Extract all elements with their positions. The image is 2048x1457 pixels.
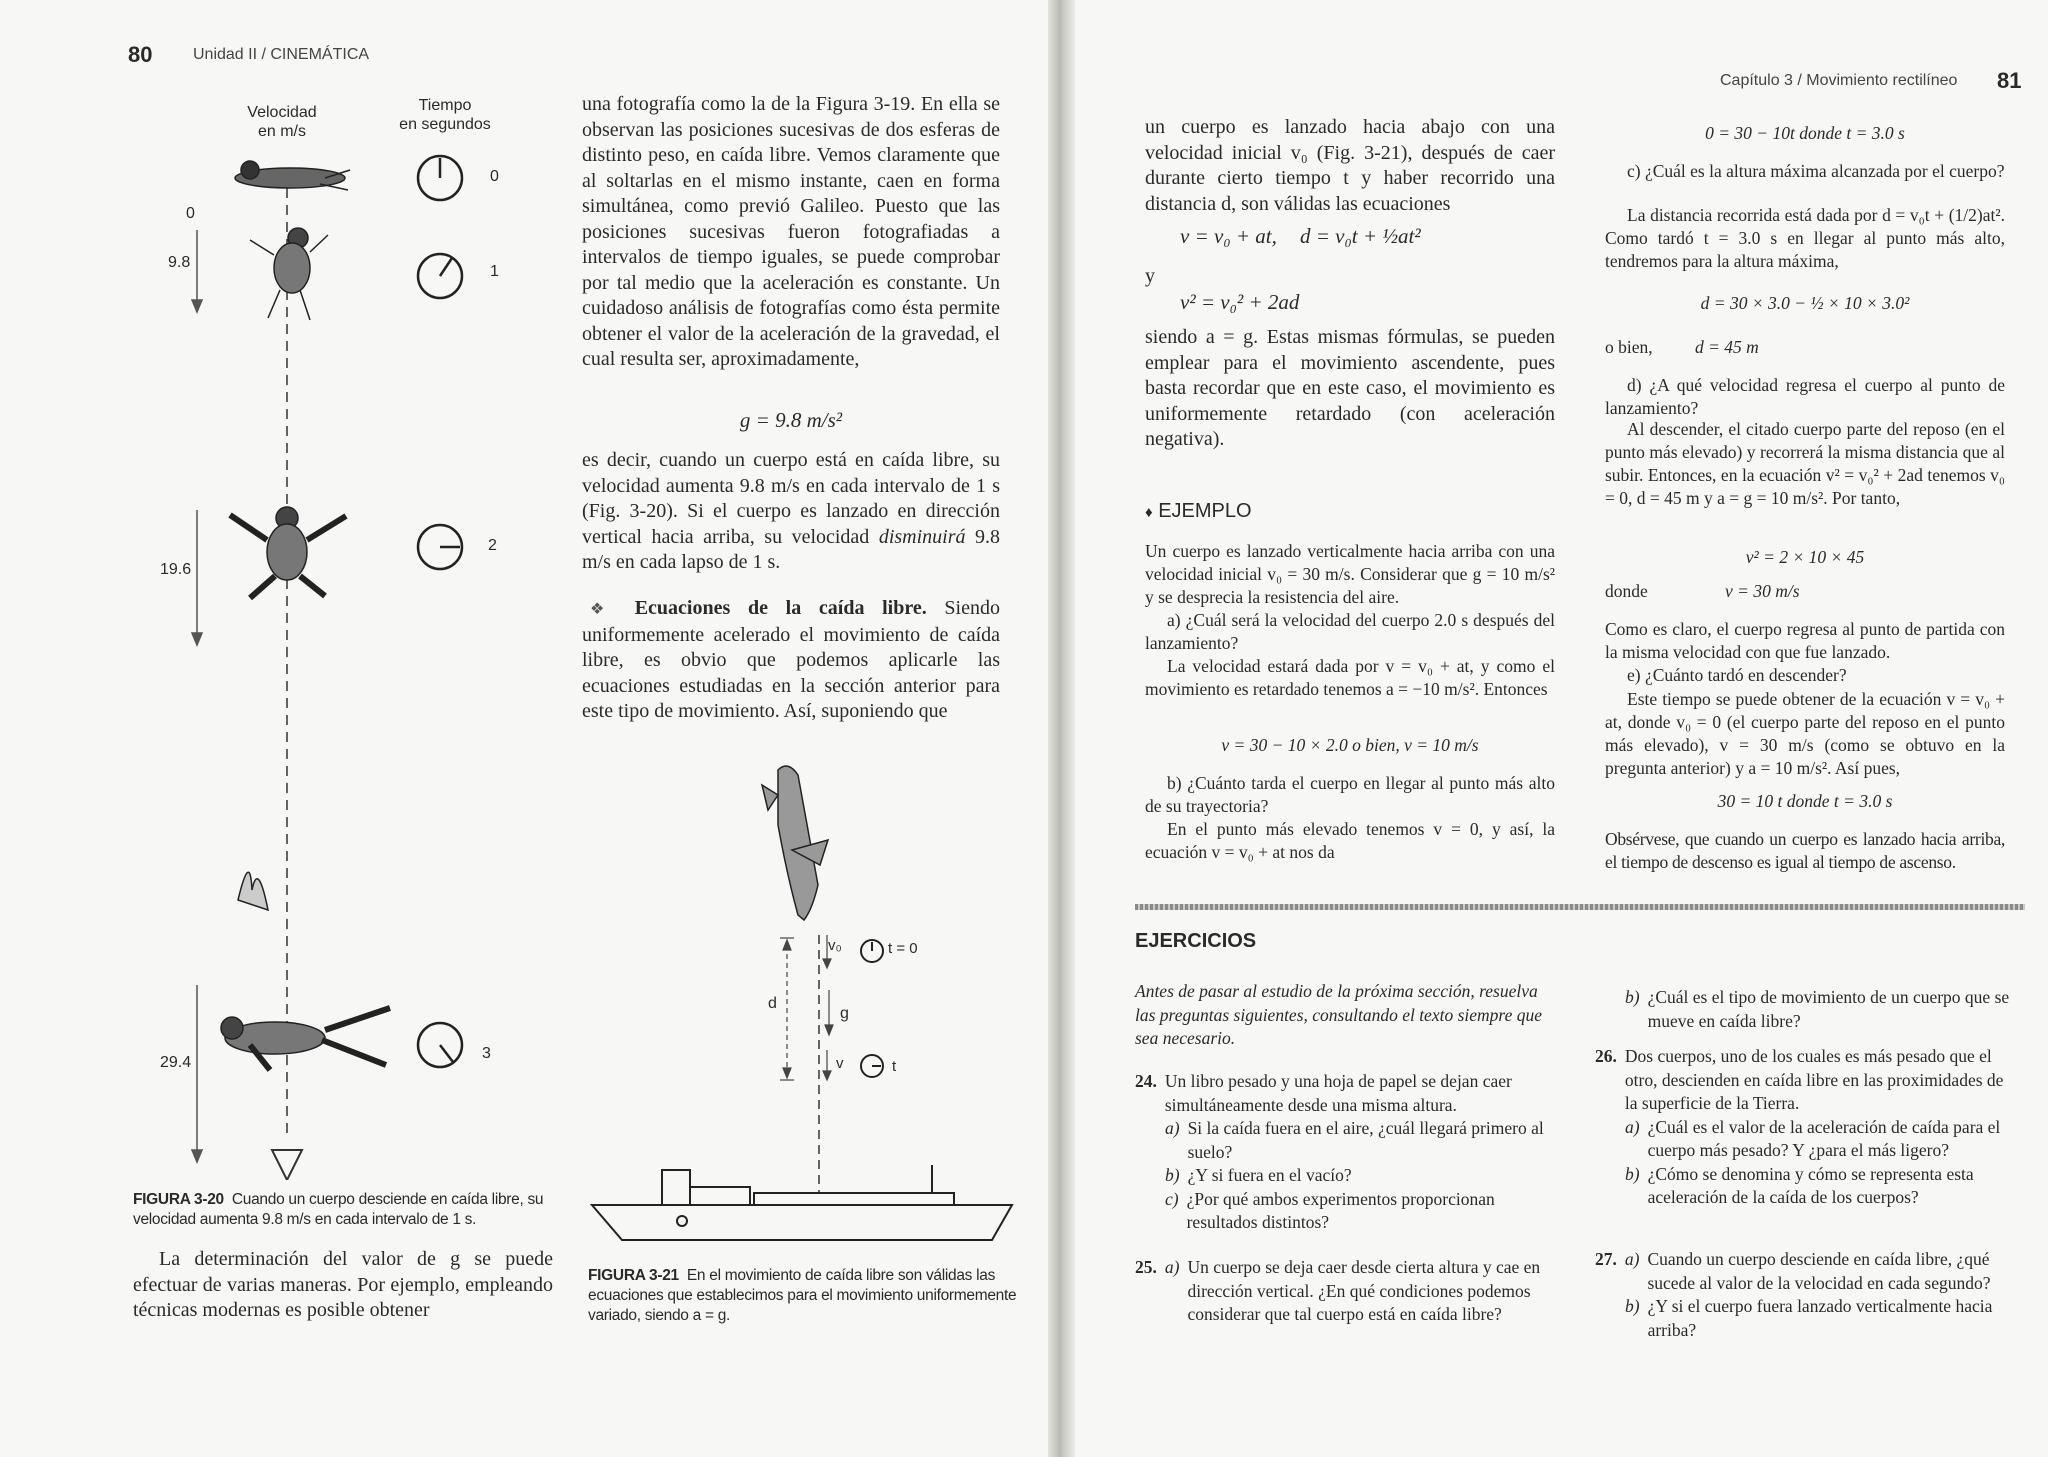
skydiver-1-icon: [250, 228, 328, 320]
exercise-24-a-text: Si la caída fuera en el aire, ¿cuál llegará primero al suelo?: [1187, 1118, 1544, 1162]
example-c-question: c) ¿Cuál es la altura máxima alcanzada por el cuerpo?: [1627, 161, 2005, 181]
fig321-clocks: [861, 940, 883, 1077]
distance-bracket: [780, 938, 794, 1080]
example-b-answer: En el punto más elevado tenemos v = 0, y así, la ecuación v = v₀ + at nos da: [1145, 819, 1555, 862]
fig320-caption-text: Cuando un cuerpo desciende en caída libre, su velocidad aumenta 9.8 m/s en cada intervalo de 1 s.: [133, 1191, 544, 1228]
r-col2-eq5: v = 30 m/s: [1725, 581, 1800, 601]
skydiver-0-icon: [235, 161, 350, 190]
exercise-24-c-label: c): [1165, 1188, 1179, 1209]
exercise-27-b-label: b): [1625, 1296, 1640, 1316]
time-label-2: 2: [488, 537, 497, 554]
time-label-0: 0: [490, 168, 499, 185]
page-number-right: 81: [1997, 68, 2022, 93]
section-bullet-icon: ❖: [590, 601, 618, 618]
exercise-26: [1595, 1045, 2010, 1210]
fig320-velocity-header: Velocidad en m/s: [247, 104, 317, 140]
eq-velocity-squared: v² = v₀² + 2ad: [1180, 290, 1300, 314]
fig321-caption-text: En el movimiento de caída libre son válidas las ecuaciones que establecimos para el movimiento uniformemente variado, siendo a = g.: [588, 1267, 1017, 1324]
section-text: Siendo uniformemente acelerado el movimiento de caída libre, es obvio que podemos aplicarle las ecuaciones estudiadas en la sección anterior para este tipo de movimiento. Así, suponiendo que: [582, 597, 1000, 722]
exercise-24-text: Un libro pesado y una hoja de papel se dejan caer simultáneamente desde una misma altura.: [1164, 1071, 1512, 1115]
exercise-24-b-label: b): [1165, 1165, 1180, 1185]
fig321-label-v0: v₀: [828, 937, 842, 954]
clocks: [418, 156, 462, 1067]
exercise-27-b: [1625, 1295, 2010, 1342]
time-label-1: 1: [490, 263, 499, 280]
col2-paragraph-1: una fotografía como la de la Figura 3-19. En ella se observan las posiciones sucesivas de dos esferas de distinto peso, en caída libre. Vemos claramente que al soltarlas en el mismo instante, caen en forma simultánea, como previó Galileo. Puesto que las posiciones sucesivas fueron fotografiadas a intervalos de tiempo iguales, se puede comprobar por tal medio que la aceleración es constante. Un cuidadoso análisis de fotografías como ésta permite obtener el valor de la aceleración de la gravedad, el cual resulta ser, aproximadamente,: [582, 93, 1000, 370]
exercise-26-a-label: a): [1625, 1116, 1640, 1137]
exercises-intro: Antes de pasar al estudio de la próxima sección, resuelva las preguntas siguientes, consultando el texto siempre que sea necesario.: [1135, 981, 1542, 1048]
exercise-26-stem: [1595, 1045, 2010, 1116]
col2-equation-g: g = 9.8 m/s²: [739, 408, 843, 432]
r-col2-eq3-pre: o bien,: [1605, 337, 1653, 357]
velocity-label-2: 19.6: [160, 561, 192, 578]
exercise-26-a: [1625, 1116, 2010, 1163]
fall-arrow-icon: [272, 1150, 302, 1180]
exercise-27-a-text: Cuando un cuerpo desciende en caída libre, ¿qué sucede al valor de la velocidad en cada segundo?: [1647, 1249, 1991, 1293]
r-col2-eq2: d = 30 × 3.0 − ½ × 10 × 3.0²: [1700, 293, 1910, 313]
exercise-27: [1595, 1248, 2010, 1342]
velocity-label-3: 29.4: [160, 1054, 192, 1071]
eq-distance: d = v₀t + ½at²: [1300, 224, 1421, 248]
exercises-title: EJERCICIOS: [1135, 930, 1257, 952]
fig320-diagram: [150, 140, 540, 1180]
exercise-25-a-label: a): [1164, 1257, 1180, 1277]
right-page: [1075, 0, 2048, 1457]
exercise-25-b: [1595, 986, 2010, 1033]
example-c-answer: La distancia recorrida está dada por d = v₀t + (1/2)at². Como tardó t = 3.0 s en llegar al punto más alto, tendremos para la altura máxima,: [1605, 205, 2005, 271]
example-icon: ♦: [1145, 504, 1153, 521]
fig321-caption: [588, 1266, 1018, 1326]
example-a-question: a) ¿Cuál será la velocidad del cuerpo 2.0 s después del lanzamiento?: [1145, 610, 1555, 653]
airplane-icon: [762, 766, 828, 920]
velocity-label-1: 9.8: [168, 254, 191, 271]
exercise-25-a: [1135, 1256, 1550, 1327]
exercise-26-b-label: b): [1625, 1163, 1640, 1184]
ship-icon: [592, 1165, 1012, 1240]
r-col2-note: Obsérvese, que cuando un cuerpo es lanzado hacia arriba, el tiempo de descenso es igual al tiempo de ascenso.: [1605, 829, 2005, 872]
exercise-26-a-text: ¿Cuál es el valor de la aceleración de caída para el cuerpo más pesado? Y ¿para el más ligero?: [1647, 1116, 2001, 1160]
col2-p2-end: 9.8 m/s en cada lapso de 1 s.: [582, 525, 1000, 573]
r-col2-eq4: v² = 2 × 10 × 45: [1745, 547, 1865, 567]
exercise-24-c-text: ¿Por qué ambos experimentos proporcionan resultados distintos?: [1186, 1188, 1495, 1232]
exercise-25-b-label: b): [1625, 987, 1640, 1007]
section-divider: [1135, 904, 2025, 910]
fig320-caption: [133, 1190, 563, 1230]
exercise-25-b-row: [1625, 986, 2010, 1033]
exercise-24-number: 24.: [1135, 1071, 1157, 1091]
col1-bottom-paragraph: La determinación del valor de g se puede efectuar de varias maneras. Por ejemplo, empleando técnicas modernas es posible obtener: [133, 1248, 553, 1321]
eq-velocity: v = v₀ + at,: [1180, 224, 1277, 248]
col2-p2-emph: disminuirá: [878, 525, 966, 548]
r-col1-paragraph-2: siendo a = g. Estas mismas fórmulas, se pueden emplear para el movimiento ascendente, pues basta recordar que en este caso, el movimiento es uniformemente retardado (con aceleración negativa).: [1145, 326, 1555, 450]
fig320-caption-label: FIGURA 3-20: [133, 1191, 224, 1208]
skydiver-2-icon: [230, 507, 346, 598]
exercise-24: [1135, 1070, 1550, 1235]
example-title: EJEMPLO: [1158, 500, 1252, 522]
r-col2-eq5-pre: donde: [1605, 581, 1648, 601]
exercise-24-stem: [1135, 1070, 1550, 1117]
exercise-26-text: Dos cuerpos, uno de los cuales es más pesado que el otro, descienden en caída libre en las proximidades de la superficie de la Tierra.: [1624, 1046, 2004, 1113]
fig321-label-d: d: [768, 995, 777, 1012]
exercise-25: [1135, 1256, 1550, 1327]
velocity-arrows-321: [823, 935, 831, 1080]
section-title: Ecuaciones de la caída libre.: [634, 597, 927, 619]
r-col2-eq6: 30 = 10 t donde t = 3.0 s: [1717, 791, 1893, 811]
book-gutter: [1048, 0, 1075, 1457]
r-col1-paragraph-1: un cuerpo es lanzado hacia abajo con una velocidad inicial v₀ (Fig. 3-21), después de caer durante cierto tiempo t y haber recorrido una distancia d, son válidas las ecuaciones: [1145, 116, 1555, 215]
velocity-arrows: [192, 230, 202, 1162]
col2-paragraph-2: [582, 448, 1000, 576]
page-number-left: 80: [128, 42, 153, 67]
eq-y: y: [1145, 265, 1155, 287]
velocity-label-0: 0: [186, 205, 195, 222]
exercise-24-a-label: a): [1165, 1118, 1180, 1138]
exercise-26-b: [1625, 1163, 2010, 1210]
exercise-27-b-text: ¿Y si el cuerpo fuera lanzado verticalmente hacia arriba?: [1647, 1296, 1993, 1340]
section-free-fall: [582, 596, 1000, 725]
exercise-27-a-label: a): [1624, 1249, 1640, 1269]
exercise-24-b-text: ¿Y si fuera en el vacío?: [1187, 1165, 1352, 1185]
exercise-25-b-text: ¿Cuál es el tipo de movimiento de un cuerpo que se mueve en caída libre?: [1647, 987, 2010, 1031]
example-a-equation: v = 30 − 10 × 2.0 o bien, v = 10 m/s: [1221, 735, 1479, 755]
time-label-3: 3: [482, 1045, 491, 1062]
r-col2-text-3: Como es claro, el cuerpo regresa al punto de partida con la misma velocidad con que fue lanzado.: [1605, 619, 2005, 662]
example-a-answer: La velocidad estará dada por v = v₀ + at, y como el movimiento es retardado tenemos a = −10 m/s². Entonces: [1145, 656, 1555, 699]
exercise-24-c: [1165, 1188, 1550, 1235]
example-intro: Un cuerpo es lanzado verticalmente hacia arriba con una velocidad inicial v₀ = 30 m/s. Considerar que g = 10 m/s² y se desprecia la resistencia del aire.: [1145, 541, 1555, 607]
example-d-question: d) ¿A qué velocidad regresa el cuerpo al punto de lanzamiento?: [1605, 375, 2005, 418]
example-d-answer: Al descender, el citado cuerpo parte del reposo (en el punto más elevado) y recorrerá la misma distancia que al subir. Entonces, en la ecuación v² = v₀² + 2ad tenemos v₀ = 0, d = 45 m y a = g = 10 m/s². Por tanto,: [1605, 419, 2005, 508]
exercise-26-b-text: ¿Cómo se denomina y cómo se representa esta aceleración de la caída de los cuerpos?: [1647, 1163, 1974, 1207]
exercise-26-number: 26.: [1595, 1046, 1617, 1066]
exercise-24-b: [1165, 1164, 1550, 1188]
fig321-caption-label: FIGURA 3-21: [588, 1267, 679, 1284]
running-title-left: Unidad II / CINEMÁTICA: [193, 46, 370, 63]
fig321-label-g: g: [840, 1005, 849, 1022]
r-col2-eq3: d = 45 m: [1695, 337, 1759, 357]
exercise-27-a: [1595, 1248, 2010, 1295]
exercise-24-a: [1165, 1117, 1550, 1164]
example-b-question: b) ¿Cuánto tarda el cuerpo en llegar al punto más alto de su trayectoria?: [1145, 773, 1555, 816]
example-heading: [1145, 500, 1252, 523]
fig320-time-header: Tiempo en segundos: [399, 97, 491, 133]
r-col2-eq1: 0 = 30 − 10t donde t = 3.0 s: [1705, 123, 1905, 143]
fig321-label-t0: t = 0: [888, 940, 918, 957]
exercise-25-a-text: Un cuerpo se deja caer desde cierta altura y cae en dirección vertical. ¿En qué condiciones podemos considerar que tal cuerpo está en caída libre?: [1187, 1257, 1541, 1324]
running-title-right: Capítulo 3 / Movimiento rectilíneo: [1720, 72, 1958, 89]
col2-p2-start: es decir, cuando un cuerpo está en caída libre, su velocidad aumenta 9.8 m/s en cada intervalo de 1 s (Fig. 3-20). Si el cuerpo es lanzado en dirección vertical hacia arriba, su velocidad: [582, 449, 1000, 548]
g-arrow: [825, 990, 833, 1035]
fig321-label-v: v: [836, 1055, 844, 1072]
fig321-label-t: t: [892, 1058, 897, 1075]
skydiver-3-icon: [221, 872, 390, 1070]
example-e-answer: Este tiempo se puede obtener de la ecuación v = v₀ + at, donde v₀ = 0 (el cuerpo parte del reposo en el punto más elevado), v = 30 m/s (como se obtuvo en la pregunta anterior) y a = 10 m/s². Así pues,: [1605, 689, 2005, 778]
exercise-27-number: 27.: [1595, 1249, 1617, 1269]
example-e-question: e) ¿Cuánto tardó en descender?: [1627, 665, 1847, 685]
fig321-diagram: [582, 755, 1022, 1265]
exercise-25-number: 25.: [1135, 1257, 1157, 1277]
